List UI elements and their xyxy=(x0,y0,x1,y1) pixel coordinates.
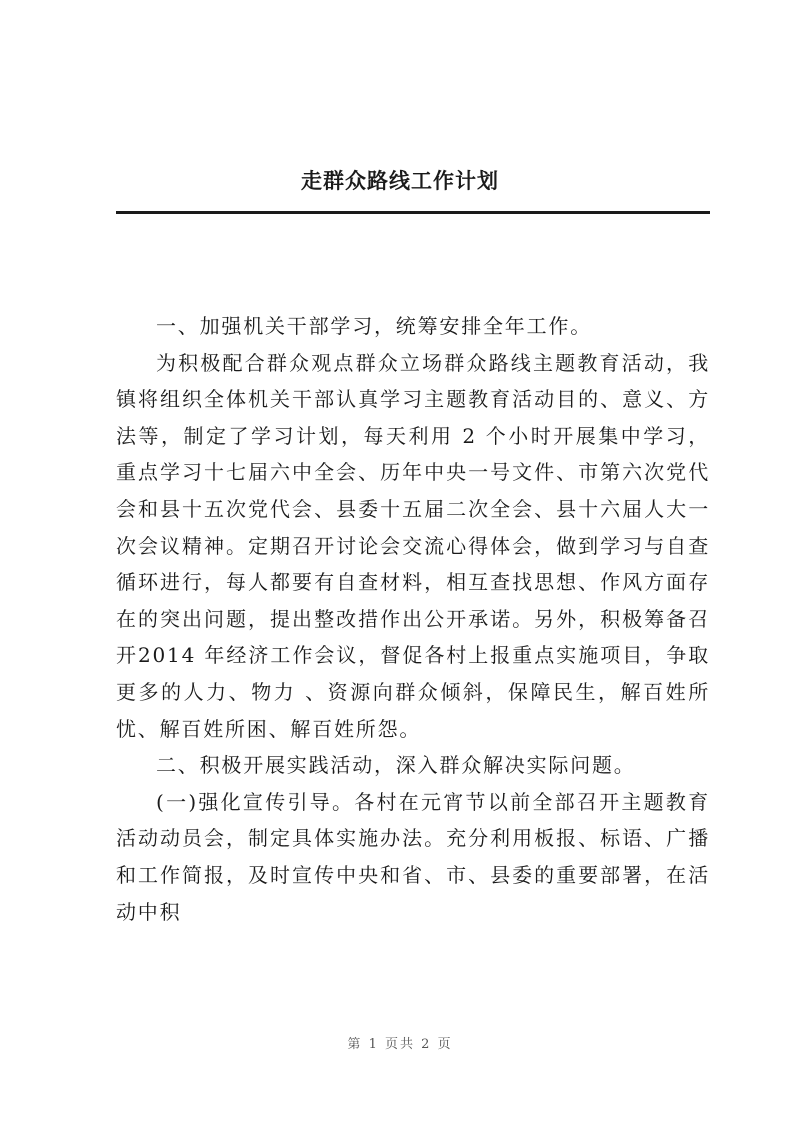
document-body xyxy=(116,308,710,930)
footer-suffix: 页 xyxy=(437,1037,453,1052)
footer-current-page: 1 xyxy=(368,1037,379,1052)
title-divider xyxy=(116,211,710,214)
body-paragraph-1: 为积极配合群众观点群众立场群众路线主题教育活动，我镇将组织全体机关干部认真学习主题教育活动目的、意义、方法等，制定了学习计划，每天利用 2 个小时开展集中学习，重点学习十七届六中全会、历年中央一号文件、市第六次党代会和县十五次党代会、县委十五届二次全会、县十六届人大一次会议精神。定期召开讨论会交流心得体会，做到学习与自查循环进行，每人都要有自查材料，相互查找思想、作风方面存在的突出问题，提出整改措作出公开承诺。另外，积极筹备召开2014 年经济工作会议，督促各村上报重点实施项目，争取更多的人力、物力 、资源向群众倾斜，保障民生，解百姓所忧、解百姓所困、解百姓所怨。 xyxy=(116,350,710,741)
footer-total-pages: 2 xyxy=(421,1037,432,1052)
section-heading-1: 一、加强机关干部学习，统筹安排全年工作。 xyxy=(156,314,592,338)
body-paragraph-2: (一)强化宣传引导。各村在元宵节以前全部召开主题教育活动动员会，制定具体实施办法。充分利用板报、标语、广播和工作简报，及时宣传中央和省、市、县委的重要部署，在活动中积 xyxy=(116,789,710,924)
section-heading-2: 二、积极开展实践活动，深入群众解决实际问题。 xyxy=(156,753,636,778)
footer-middle: 页共 xyxy=(384,1037,415,1052)
footer-prefix: 第 xyxy=(347,1037,363,1052)
document-title: 走群众路线工作计划 xyxy=(301,168,499,193)
page-footer xyxy=(0,1033,800,1052)
